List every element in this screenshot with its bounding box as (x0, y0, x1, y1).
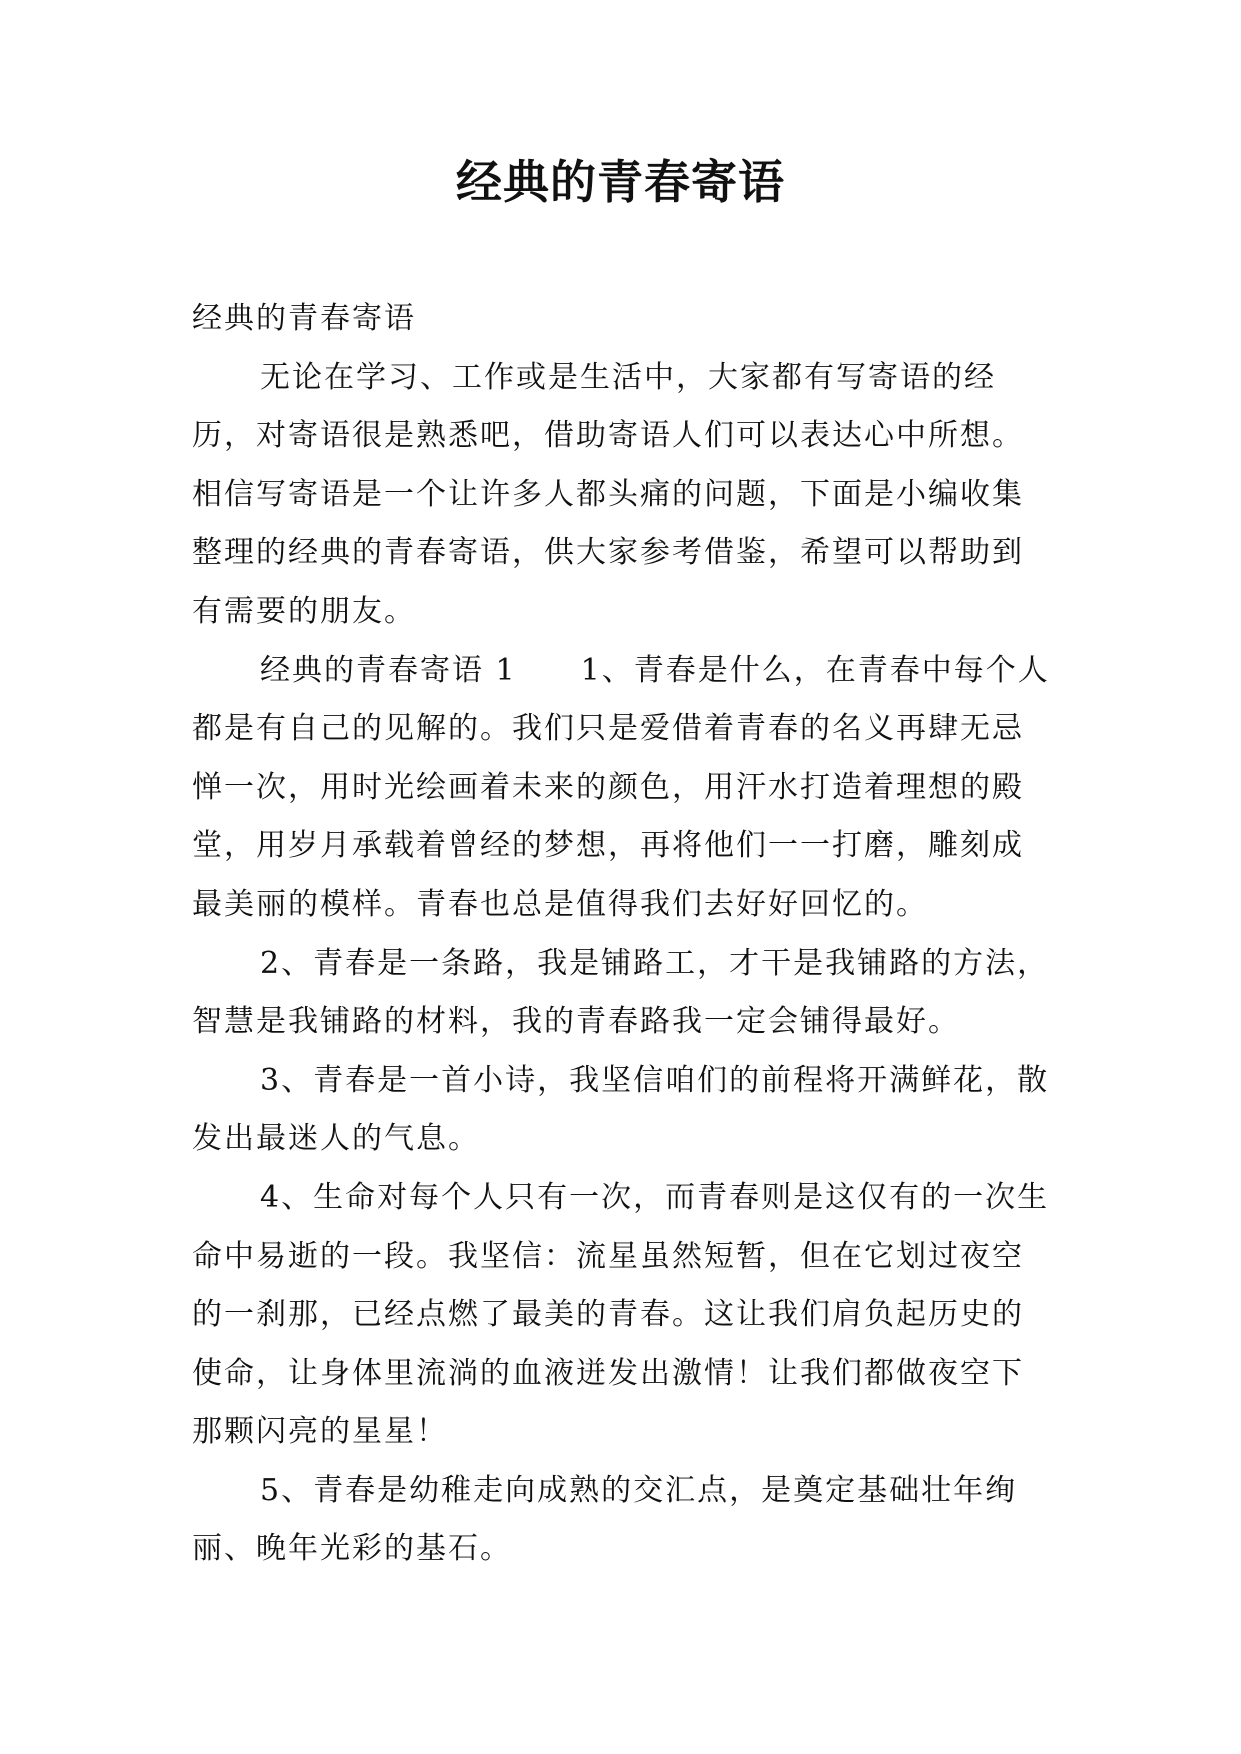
paragraph-item-2: 2、青春是一条路，我是铺路工，才干是我铺路的方法，智慧是我铺路的材料，我的青春路我一定会铺得最好。 (192, 945, 1050, 1040)
paragraph-item-1: 经典的青春寄语 1 1、青春是什么，在青春中每个人都是有自己的见解的。我们只是爱借着青春的名义再肆无忌惮一次，用时光绘画着未来的颜色，用汗水打造着理想的殿堂，用岁月承载着曾经的梦想，再将他们一一打磨，雕刻成最美丽的模样。青春也总是值得我们去好好回忆的。 (192, 652, 1050, 922)
paragraph-item-5: 5、青春是幼稚走向成熟的交汇点，是奠定基础壮年绚丽、晚年光彩的基石。 (192, 1472, 1018, 1567)
paragraph-intro: 无论在学习、工作或是生活中，大家都有写寄语的经历，对寄语很是熟悉吧，借助寄语人们可以表达心中所想。相信写寄语是一个让许多人都头痛的问题，下面是小编收集整理的经典的青春寄语，供大家参考借鉴，希望可以帮助到有需要的朋友。 (192, 359, 1024, 629)
document-subtitle: 经典的青春寄语 (192, 301, 416, 336)
document-body (192, 290, 1052, 1579)
paragraph-item-3: 3、青春是一首小诗，我坚信咱们的前程将开满鲜花，散发出最迷人的气息。 (192, 1062, 1050, 1157)
paragraph-item-4: 4、生命对每个人只有一次，而青春则是这仅有的一次生命中易逝的一段。我坚信：流星虽然短暂，但在它划过夜空的一刹那，已经点燃了最美的青春。这让我们肩负起历史的使命，让身体里流淌的血液迸发出激情！让我们都做夜空下那颗闪亮的星星！ (192, 1179, 1050, 1450)
document-title: 经典的青春寄语 (456, 155, 785, 209)
